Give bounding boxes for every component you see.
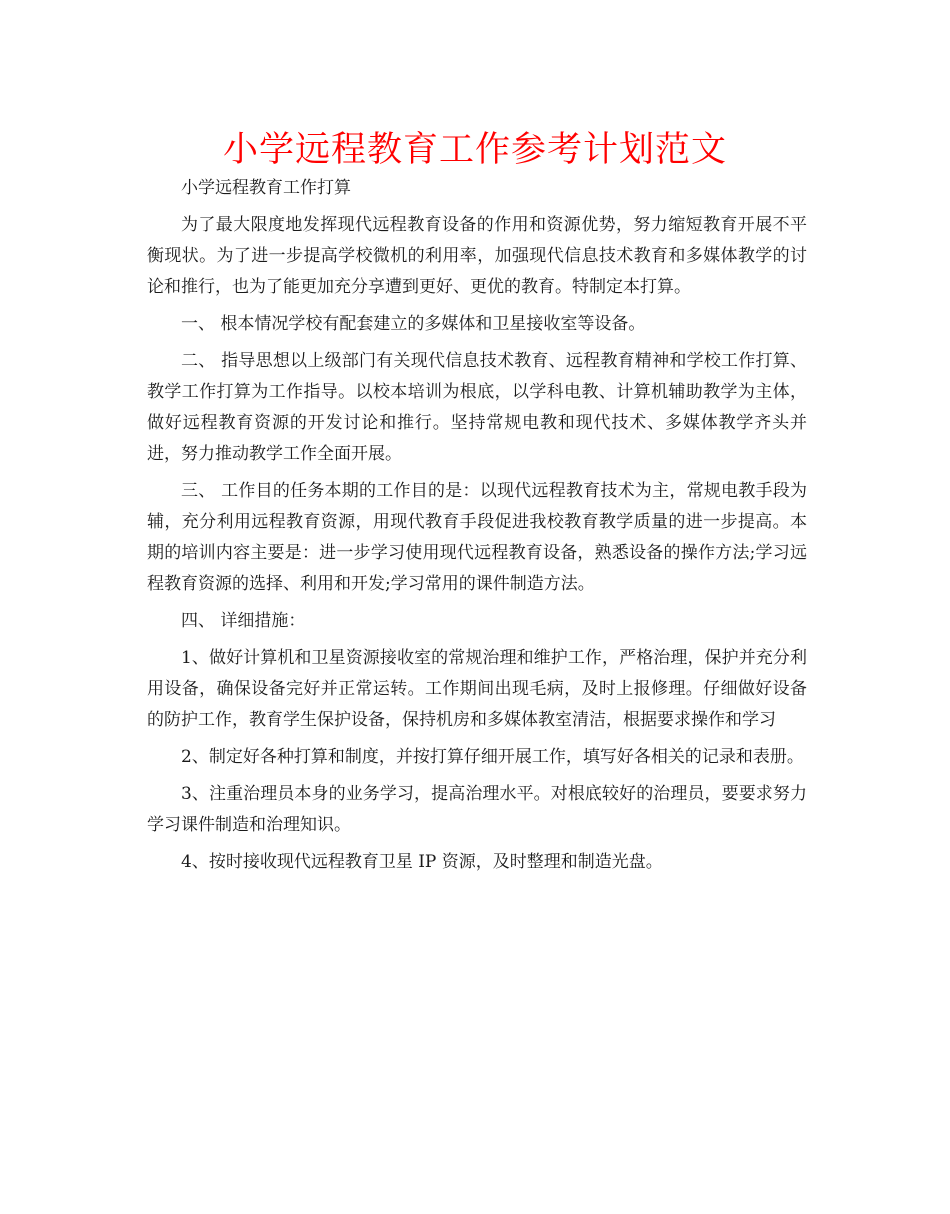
document-title: 小学远程教育工作参考计划范文 [222,130,727,170]
paragraph-section-4: 四、 详细措施： [181,611,306,631]
paragraph-section-3: 三、 工作目的任务本期的工作目的是：以现代远程教育技术为主，常规电教手段为辅，充分利用远程教育资源，用现代教育手段促进我校教育教学质量的进一步提高。本期的培训内容主要是：进一步学习使用现代远程教育设备，熟悉设备的操作方法;学习远程教育资源的选择、利用和开发;学习常用的课件制造方法。 [147,481,807,594]
paragraph-measure-1: 1、做好计算机和卫星资源接收室的常规治理和维护工作，严格治理，保护并充分利用设备，确保设备完好并正常运转。工作期间出现毛病，及时上报修理。仔细做好设备的防护工作，教育学生保护设备，保持机房和多媒体教室清洁，根据要求操作和学习 [147,648,807,730]
paragraph-section-1: 一、 根本情况学校有配套建立的多媒体和卫星接收室等设备。 [181,314,646,334]
paragraph-intro: 为了最大限度地发挥现代远程教育设备的作用和资源优势，努力缩短教育开展不平衡现状。为了进一步提高学校微机的利用率，加强现代信息技术教育和多媒体教学的讨论和推行，也为了能更加充分享遭到更好、更优的教育。特制定本打算。 [147,215,807,297]
document-subtitle: 小学远程教育工作打算 [181,178,351,198]
paragraph-section-2: 二、 指导思想以上级部门有关现代信息技术教育、远程教育精神和学校工作打算、教学工作打算为工作指导。以校本培训为根底，以学科电教、计算机辅助教学为主体，做好远程教育资源的开发讨论和推行。坚持常规电教和现代技术、多媒体教学齐头并进，努力推动教学工作全面开展。 [147,351,807,464]
paragraph-measure-3: 3、注重治理员本身的业务学习，提高治理水平。对根底较好的治理员，要要求努力学习课件制造和治理知识。 [147,784,807,835]
document-body [147,173,807,878]
paragraph-measure-2: 2、制定好各种打算和制度，并按打算仔细开展工作，填写好各相关的记录和表册。 [181,747,804,767]
paragraph-measure-4: 4、按时接收现代远程教育卫星 IP 资源，及时整理和制造光盘。 [181,852,663,872]
